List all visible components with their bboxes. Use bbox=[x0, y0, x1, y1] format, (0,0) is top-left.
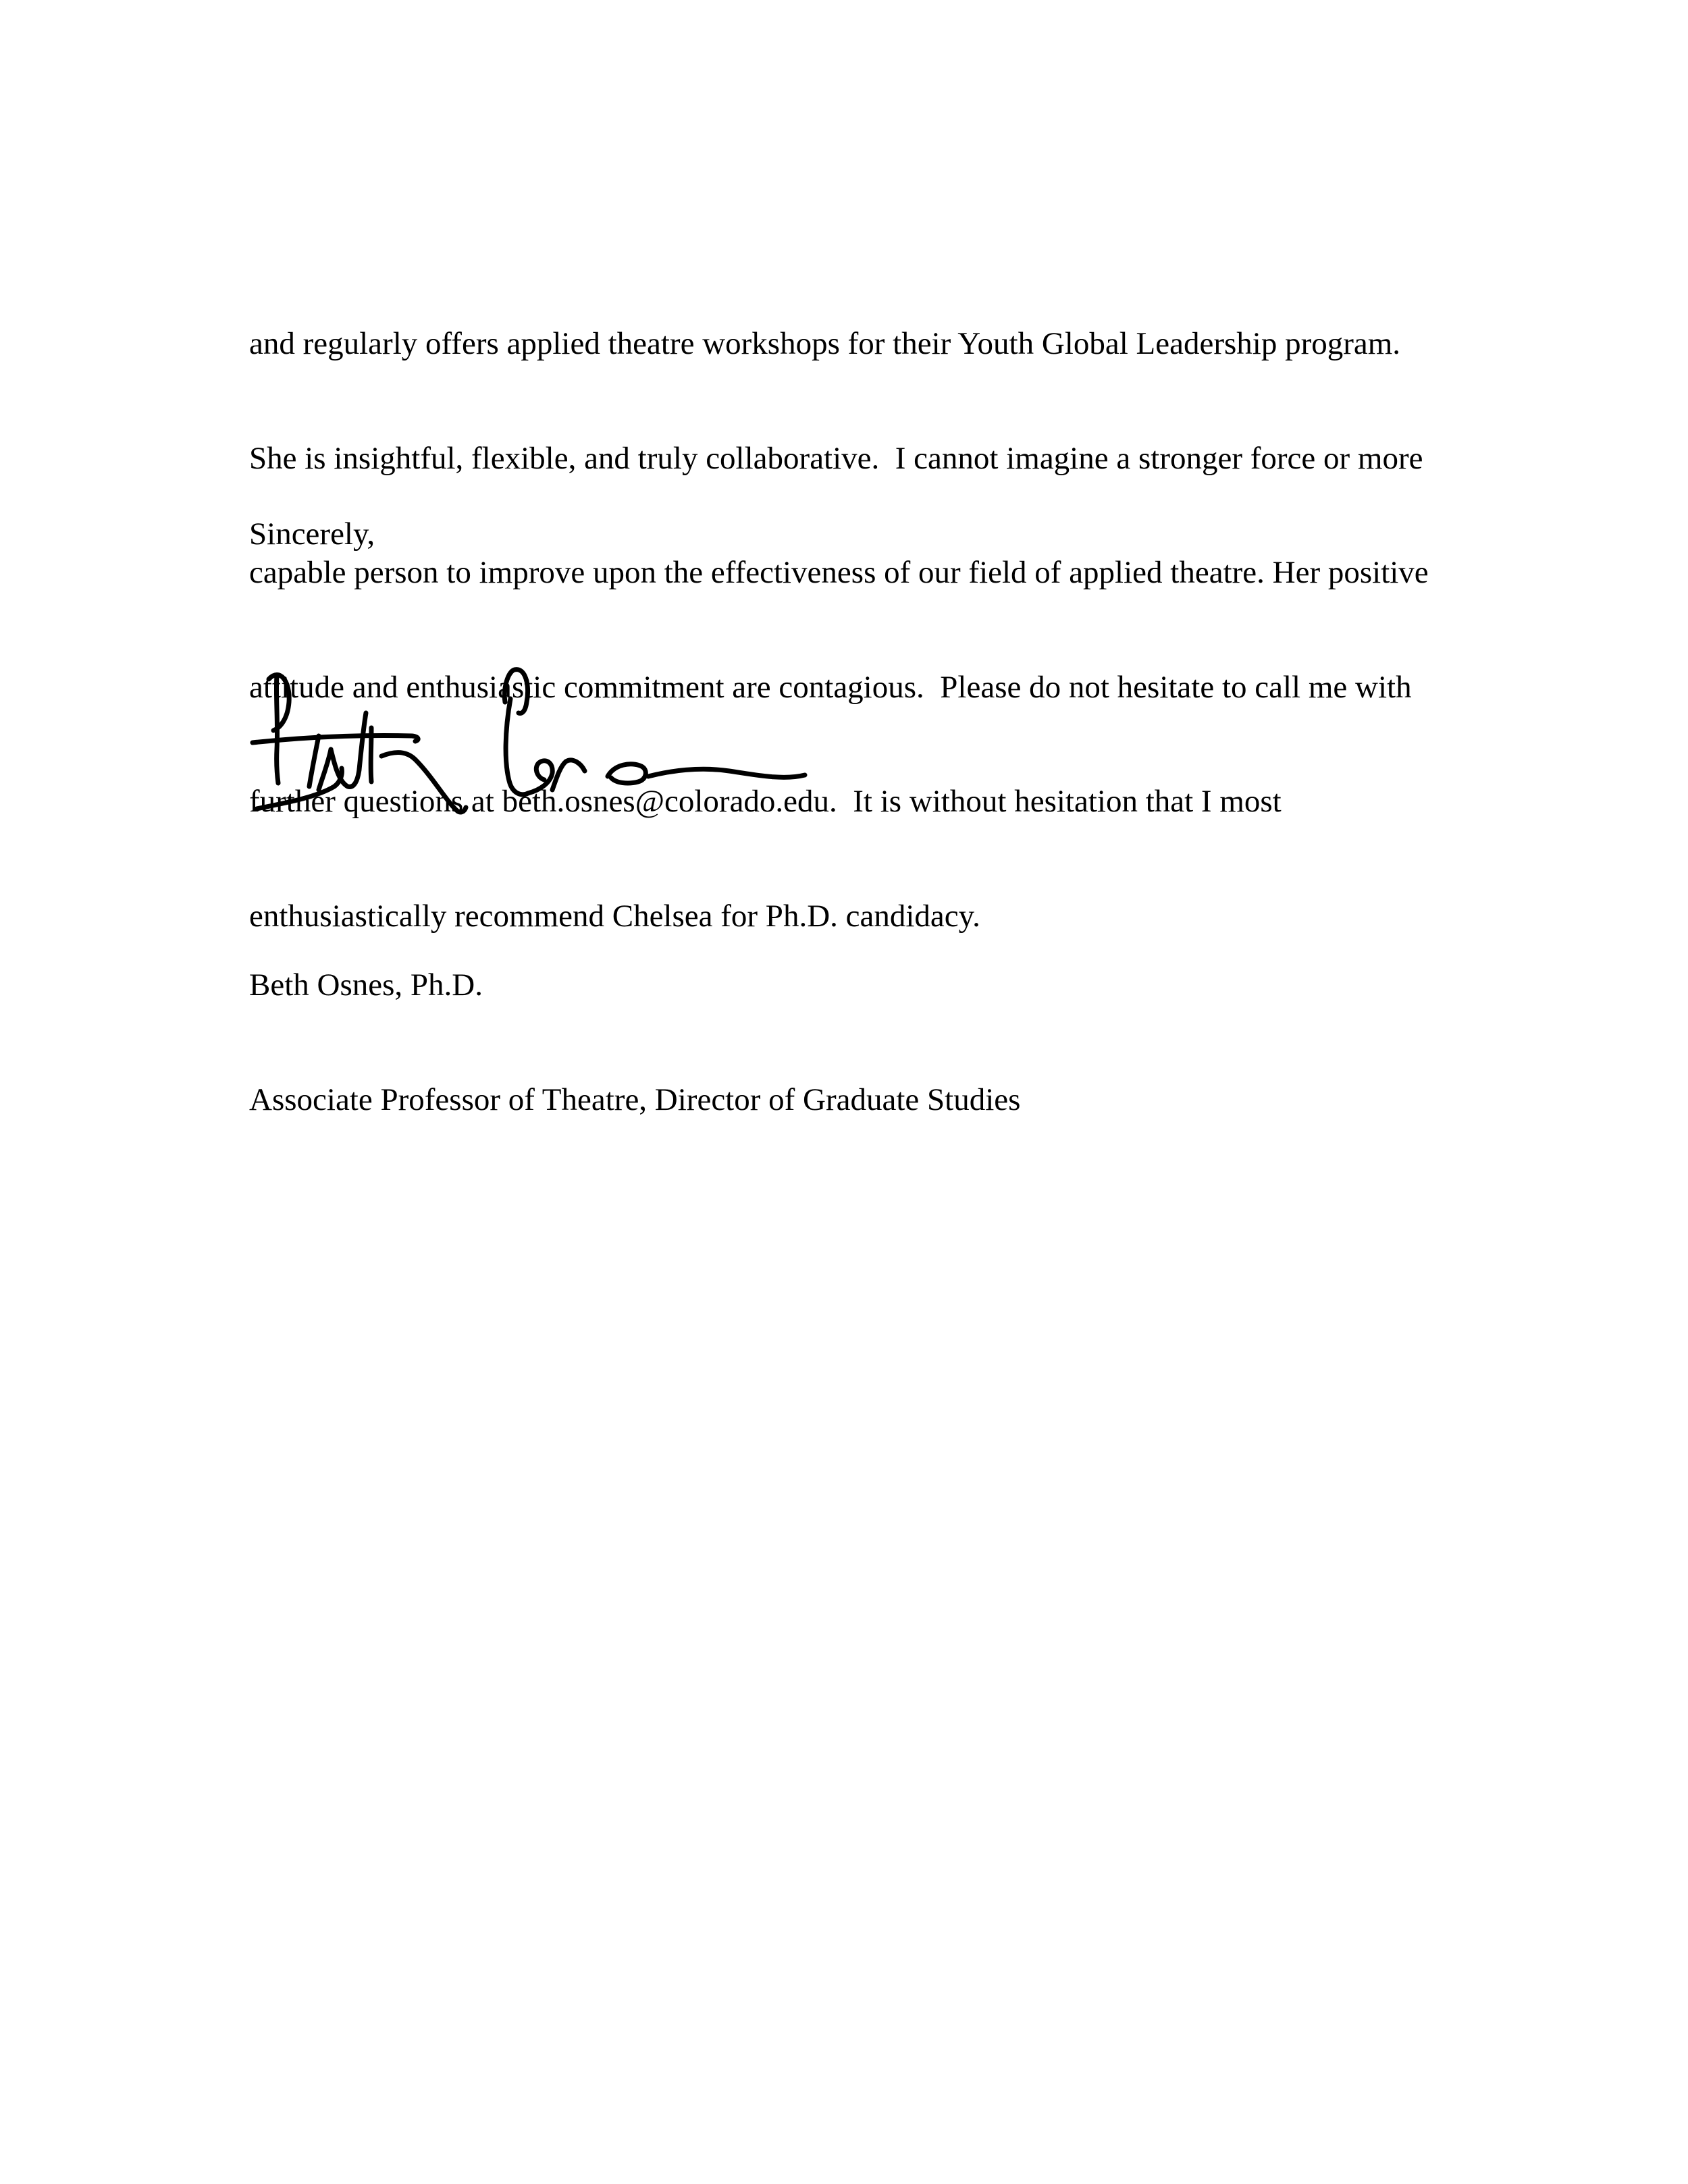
body-line: attitude and enthusiastic commitment are contagious. Please do not hesitate to call me with bbox=[249, 669, 1412, 705]
body-line: enthusiastically recommend Chelsea for Ph.D. candidacy. bbox=[249, 898, 980, 934]
signer-block bbox=[249, 890, 1020, 1195]
handwritten-signature bbox=[243, 648, 837, 824]
body-line: and regularly offers applied theatre workshops for their Youth Global Leadership program. bbox=[249, 326, 1401, 361]
body-line: capable person to improve upon the effectiveness of our field of applied theatre. Her positive bbox=[249, 555, 1429, 590]
body-line: further questions at beth.osnes@colorado.edu. It is without hesitation that I most bbox=[249, 784, 1282, 819]
signer-title: Associate Professor of Theatre, Director of Graduate Studies bbox=[249, 1082, 1021, 1117]
signer-name: Beth Osnes, Ph.D. bbox=[249, 967, 483, 1003]
body-line: She is insightful, flexible, and truly collaborative. I cannot imagine a stronger force or more bbox=[249, 440, 1423, 476]
letter-closing: Sincerely, bbox=[249, 516, 375, 552]
